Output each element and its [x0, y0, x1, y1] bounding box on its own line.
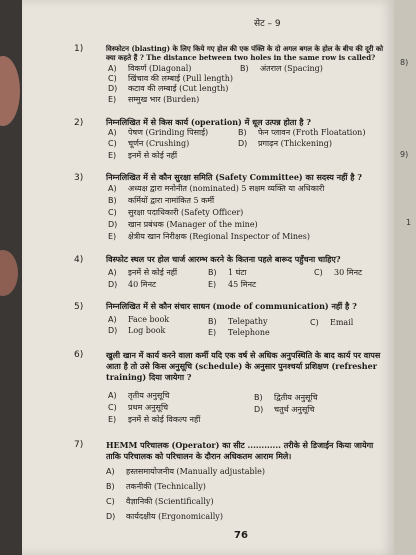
adjacent-page-edge: [394, 0, 416, 555]
option-d[interactable]: D) खान प्रबंधक (Manager of the mine): [108, 220, 258, 229]
question-number: 4): [74, 255, 84, 265]
question-number: 5): [74, 302, 84, 312]
option-b[interactable]: B) कर्मियों द्वारा नामांकित 5 कर्मी: [108, 196, 215, 205]
question-number: 7): [74, 440, 84, 450]
option-c[interactable]: C) वैज्ञानिकी (Scientifically): [106, 497, 214, 506]
question-number: 3): [74, 173, 84, 183]
option-e[interactable]: E) Telephone: [208, 328, 270, 337]
option-e[interactable]: E) 45 मिनट: [208, 280, 257, 289]
option-c[interactable]: C) सुरक्षा पदाधिकारी (Safety Officer): [108, 208, 244, 217]
option-e[interactable]: E) सम्मुख भार (Burden): [108, 95, 200, 104]
option-a[interactable]: A) हस्तसमायोजनीय (Manually adjustable): [106, 467, 266, 476]
option-d[interactable]: D) 40 मिनट: [108, 280, 157, 289]
option-b[interactable]: B) अंतराल (Spacing): [240, 64, 323, 73]
option-c[interactable]: C) Email: [310, 318, 354, 327]
option-a[interactable]: A) अध्यक्ष द्वारा मनोनीत (nominated) 5 सक्षम व्यक्ति या अधिकारी: [108, 184, 325, 193]
question-text: खुली खान में कार्य करने वाला कर्मी यदि एक वर्ष से अधिक अनुपस्थिति के बाद कार्य पर वापस आता है तो उसे किस अनुसूचि (schedule) के अनुसार पुनश्चर्या प्रशिक्षण (refresher training) दिया जायेगा ?: [106, 350, 381, 382]
option-d[interactable]: D) कटाव की लम्बाई (Cut length): [108, 84, 229, 93]
margin-number: 9): [400, 150, 409, 159]
question-text: विस्फोटन (blasting) के लिए किये गए होल की एक पंक्ति के दो अगल बगल के होल के बीच की दूरी को क्या कहते हैं ? The distance between two holes in the same row is called?: [106, 44, 384, 62]
thumb-shadow: [0, 0, 36, 555]
option-d[interactable]: D) कार्यदक्षीय (Ergonomically): [106, 512, 223, 521]
option-c[interactable]: C) खिंचाव की लम्बाई (Pull length): [108, 74, 234, 83]
option-a[interactable]: A) Face book: [108, 315, 170, 324]
question-text: विस्फोट स्थल पर होल चार्ज आरम्भ करने के कितना पहले बारूद पहुँचना चाहिए?: [106, 254, 341, 264]
option-b[interactable]: B) फेन प्लावन (Froth Floatation): [238, 128, 366, 137]
option-a[interactable]: A) तृतीय अनुसूचि: [108, 391, 170, 400]
option-b[interactable]: B) तकनीकी (Technically): [106, 482, 206, 491]
option-a[interactable]: A) विकर्ण (Diagonal): [108, 64, 192, 73]
margin-number: 8): [400, 58, 409, 67]
question-text: निम्नलिखित में से कौन संचार साधन (mode of communication) नहीं है ?: [106, 301, 357, 311]
page-number: 76: [234, 530, 248, 541]
option-d[interactable]: D) Log book: [108, 326, 166, 335]
question-number: 2): [74, 118, 84, 128]
option-d[interactable]: D) चतुर्थ अनुसूचि: [254, 405, 315, 414]
exam-page: [22, 0, 394, 555]
option-a[interactable]: A) इनमें से कोई नहीं: [108, 268, 178, 277]
question-number: 6): [74, 350, 84, 360]
option-b[interactable]: B) 1 घंटा: [208, 268, 247, 277]
set-header: सेट – 9: [254, 19, 281, 29]
option-e[interactable]: E) क्षेत्रीय खान निरीक्षक (Regional Inspector of Mines): [108, 232, 311, 241]
question-text: निम्नलिखित में से कौन सुरक्षा समिति (Safety Committee) का सदस्य नहीं है ?: [106, 172, 362, 182]
question-text: HEMM परिचालक (Operator) का सीट ............ तरीके से डिजाईन किया जायेगा ताकि परिचालक को परिचालन के दौरान अधिकतम आराम मिले।: [106, 440, 374, 461]
option-d[interactable]: D) प्रगाढ़न (Thickening): [238, 139, 332, 148]
question-number: 1): [74, 44, 84, 54]
option-b[interactable]: B) Telepathy: [208, 317, 268, 326]
option-c[interactable]: C) प्रथम अनुसूचि: [108, 403, 169, 412]
option-c[interactable]: C) चूर्णन (Crushing): [108, 139, 190, 148]
option-b[interactable]: B) द्वितीय अनुसूचि: [254, 393, 318, 402]
option-c[interactable]: C) 30 मिनट: [314, 268, 363, 277]
margin-number: 1: [406, 218, 412, 227]
option-a[interactable]: A) पेषण (Grinding पिसाई): [108, 128, 209, 137]
option-e[interactable]: E) इनमें से कोई नहीं: [108, 151, 178, 160]
question-text: निम्नलिखित में से किस कार्य (operation) में धूल उत्पन्न होता है ?: [106, 117, 311, 127]
option-e[interactable]: E) इनमें से कोई विकल्प नहीं: [108, 415, 201, 424]
